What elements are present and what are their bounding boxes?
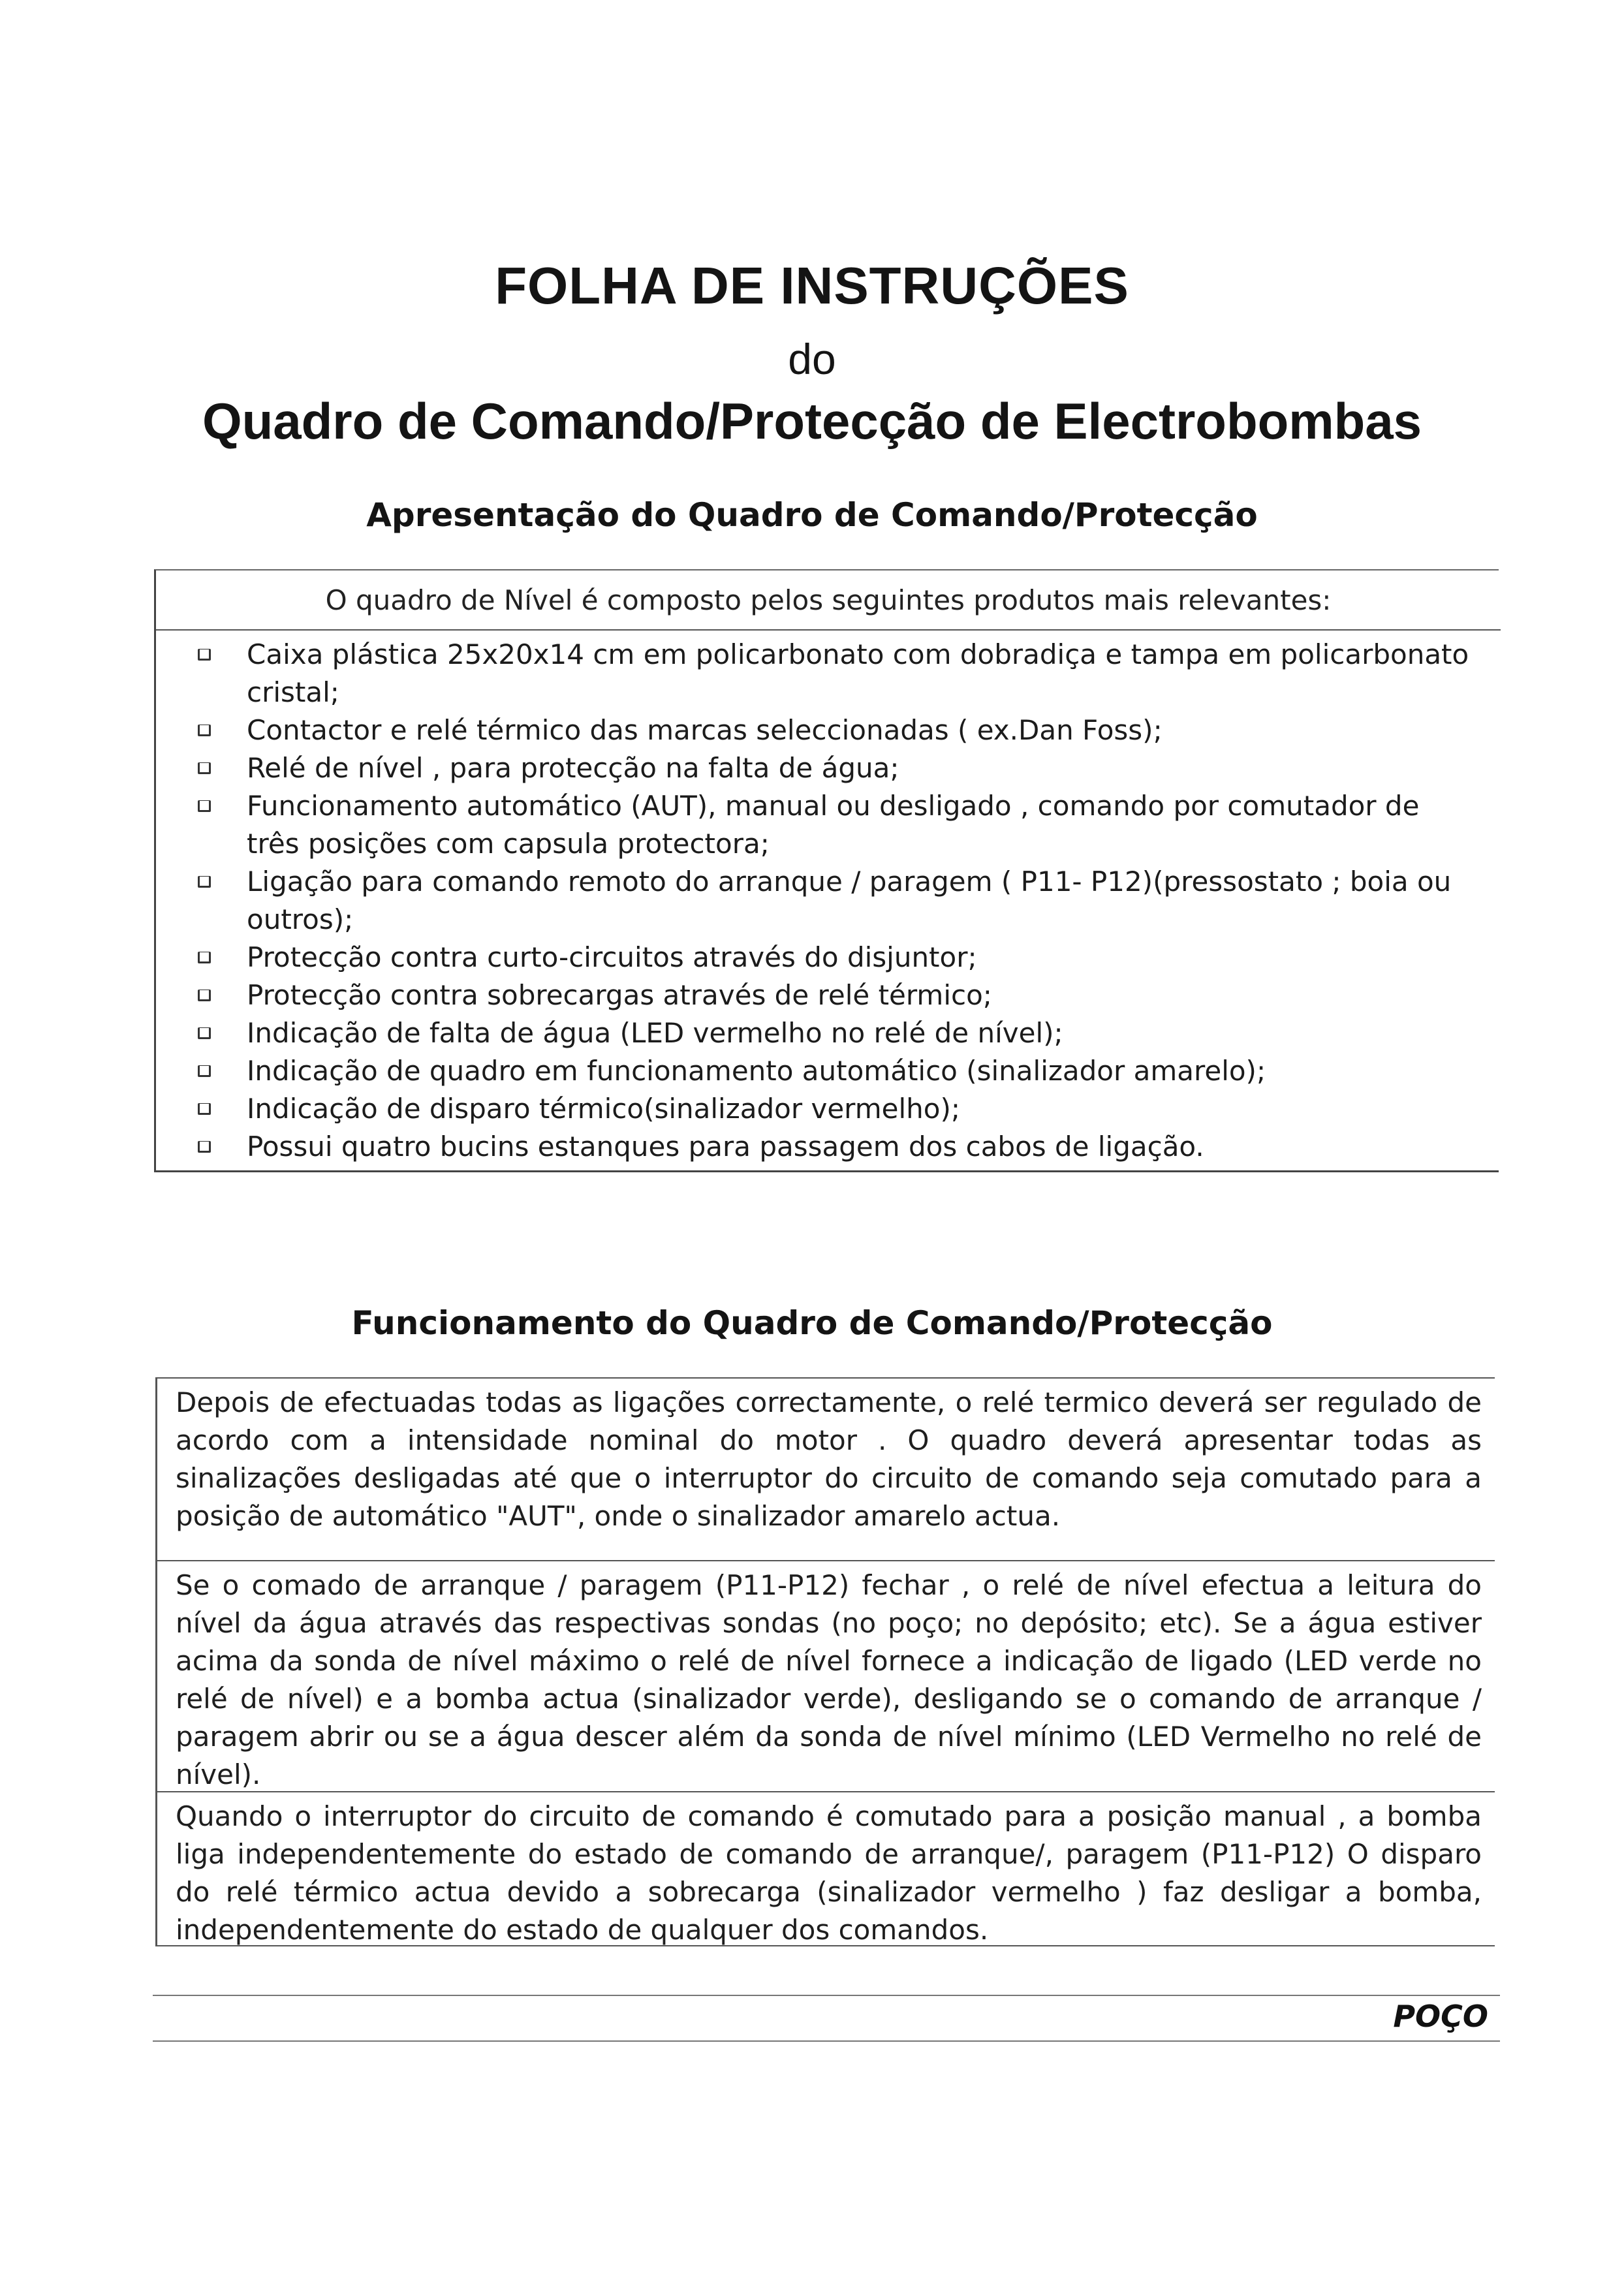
document-title: FOLHA DE INSTRUÇÕES — [495, 257, 1129, 315]
checkbox-bullet-icon — [198, 1027, 211, 1039]
operation-paragraph: Quando o interruptor do circuito de comando é comutado para a posição manual , a bomba liga independentemente do estado de comando de arranque/, paragem (P11-P12) O disparo do relé térmico actua devido a sobrecarga (sinalizador vermelho ) faz desligar a bomba, independentemente do estado de qualquer dos comandos. — [155, 1791, 1495, 1946]
footer-band — [153, 1995, 1500, 2042]
feature-list — [156, 636, 1501, 1166]
list-item — [156, 636, 1501, 711]
list-item-text: Funcionamento automático (AUT), manual ou desligado , comando por comutador de três posições com capsula protectora; — [247, 790, 1420, 860]
list-item-text: Protecção contra curto-circuitos através do disjuntor; — [247, 941, 977, 973]
pump-type-label: POÇO — [1393, 1999, 1488, 2034]
list-item-text: Caixa plástica 25x20x14 cm em policarbonato com dobradiça e tampa em policarbonato cristal; — [247, 638, 1469, 708]
list-item — [156, 976, 1501, 1014]
checkbox-bullet-icon — [198, 1141, 211, 1153]
operation-box — [155, 1377, 1495, 1946]
checkbox-bullet-icon — [198, 649, 211, 661]
list-item — [156, 1090, 1501, 1128]
checkbox-bullet-icon — [198, 800, 211, 812]
operation-paragraph: Se o comado de arranque / paragem (P11-P12) fechar , o relé de nível efectua a leitura do nível da água através das respectivas sondas (no poço; no depósito; etc). Se a água estiver acima da sonda de nível máximo o relé de nível fornece a indicação de ligado (LED verde no relé de nível) e a bomba actua (sinalizador verde), desligando se o comando de arranque / paragem abrir ou se a água descer além da sonda de nível mínimo (LED Vermelho no relé de nível). — [155, 1560, 1495, 1791]
list-item-text: Contactor e relé térmico das marcas seleccionadas ( ex.Dan Foss); — [247, 714, 1163, 746]
presentation-box — [154, 569, 1499, 1172]
document-subtitle: Quadro de Comando/Protecção de Electrobombas — [202, 392, 1422, 450]
list-item-text: Protecção contra sobrecargas através de relé térmico; — [247, 979, 992, 1011]
list-item — [156, 1052, 1501, 1090]
checkbox-bullet-icon — [198, 876, 211, 888]
list-item-text: Indicação de quadro em funcionamento automático (sinalizador amarelo); — [247, 1055, 1266, 1087]
presentation-heading: Apresentação do Quadro de Comando/Protecção — [366, 496, 1258, 534]
list-item — [156, 1014, 1501, 1052]
presentation-intro: O quadro de Nível é composto pelos seguintes produtos mais relevantes: — [156, 570, 1501, 631]
checkbox-bullet-icon — [198, 725, 211, 736]
list-item — [156, 1128, 1501, 1166]
list-item — [156, 787, 1501, 863]
list-item-text: Relé de nível , para protecção na falta de água; — [247, 752, 899, 784]
document-title-connector: do — [788, 335, 836, 383]
checkbox-bullet-icon — [198, 1103, 211, 1115]
checkbox-bullet-icon — [198, 952, 211, 963]
list-item — [156, 939, 1501, 976]
operation-heading: Funcionamento do Quadro de Comando/Protecção — [351, 1304, 1273, 1342]
checkbox-bullet-icon — [198, 990, 211, 1001]
operation-paragraph: Depois de efectuadas todas as ligações correctamente, o relé termico deverá ser regulado de acordo com a intensidade nominal do motor . O quadro deverá apresentar todas as sinalizações desligadas até que o interruptor do circuito de comando seja comutado para a posição de automático "AUT", onde o sinalizador amarelo actua. — [155, 1377, 1495, 1560]
list-item — [156, 863, 1501, 939]
list-item-text: Indicação de falta de água (LED vermelho no relé de nível); — [247, 1017, 1063, 1049]
list-item-text: Ligação para comando remoto do arranque / paragem ( P11- P12)(pressostato ; boia ou outros); — [247, 866, 1452, 935]
checkbox-bullet-icon — [198, 762, 211, 774]
list-item-text: Indicação de disparo térmico(sinalizador vermelho); — [247, 1093, 960, 1125]
list-item-text: Possui quatro bucins estanques para passagem dos cabos de ligação. — [247, 1131, 1204, 1163]
list-item — [156, 711, 1501, 749]
checkbox-bullet-icon — [198, 1065, 211, 1077]
list-item — [156, 749, 1501, 787]
